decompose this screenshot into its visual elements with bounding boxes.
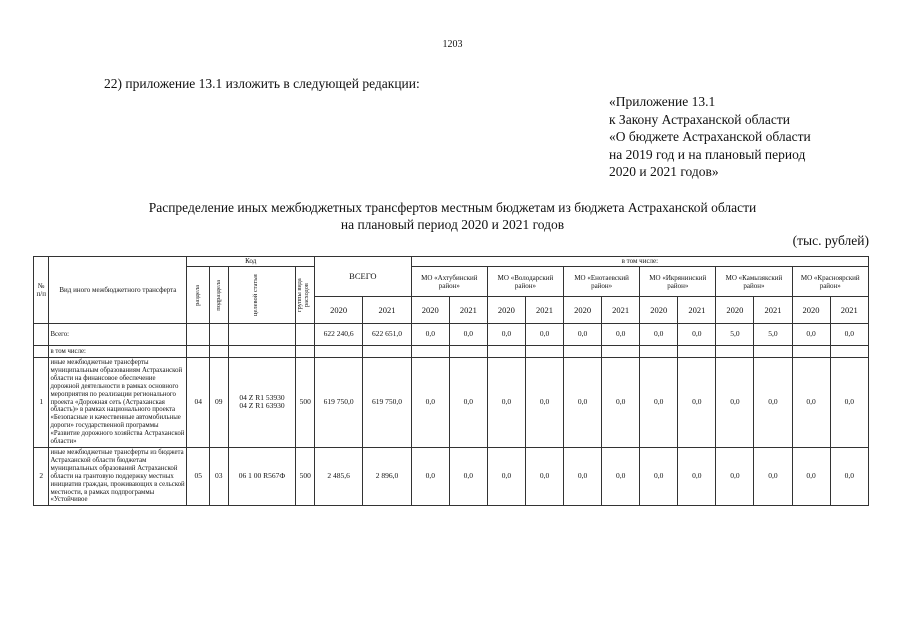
header-code: Код bbox=[187, 257, 315, 267]
header-including: в том числе: bbox=[411, 257, 868, 267]
header-year: 2020 bbox=[792, 297, 830, 324]
table-cell: 2 896,0 bbox=[363, 447, 411, 505]
header-year: 2020 bbox=[640, 297, 678, 324]
header-year: 2021 bbox=[449, 297, 487, 324]
header-district: МО «Красноярский район» bbox=[792, 267, 868, 297]
appendix-line: «Приложение 13.1 bbox=[609, 94, 716, 109]
table-row bbox=[34, 447, 869, 505]
table-cell: 0,0 bbox=[449, 447, 487, 505]
table-cell: 622 651,0 bbox=[363, 324, 411, 346]
table-cell: 0,0 bbox=[830, 447, 868, 505]
header-district: МО «Енотаевский район» bbox=[564, 267, 640, 297]
header-year: 2021 bbox=[602, 297, 640, 324]
table-cell: 0,0 bbox=[792, 358, 830, 448]
table-cell: 0,0 bbox=[678, 447, 716, 505]
appendix-line: 2020 и 2021 годов» bbox=[609, 164, 719, 179]
row-target-article: 04 Z R1 53930 04 Z R1 63930 bbox=[228, 358, 296, 448]
table-cell: 0,0 bbox=[411, 358, 449, 448]
total-label: Всего: bbox=[49, 324, 187, 346]
amendment-intro: 22) приложение 13.1 изложить в следующей редакции: bbox=[104, 76, 420, 91]
header-year: 2020 bbox=[487, 297, 525, 324]
header-year: 2021 bbox=[525, 297, 563, 324]
row-expense-group: 500 bbox=[296, 358, 315, 448]
header-year: 2021 bbox=[830, 297, 868, 324]
table-cell: 0,0 bbox=[830, 358, 868, 448]
row-section: 04 bbox=[187, 358, 210, 448]
appendix-line: на 2019 год и на плановый период bbox=[609, 146, 806, 162]
header-transfer-type: Вид иного межбюджетного трансферта bbox=[49, 257, 187, 324]
appendix-line: к Закону Астраханской области bbox=[609, 111, 791, 127]
table-cell: 0,0 bbox=[564, 447, 602, 505]
title-line-1: Распределение иных межбюджетных трансфертов местным бюджетам из бюджета Астраханской области bbox=[148, 200, 757, 215]
table-cell: 0,0 bbox=[792, 447, 830, 505]
units-label: (тыс. рублей) bbox=[792, 233, 869, 248]
row-target-article: 06 1 00 R567Ф bbox=[228, 447, 296, 505]
table-cell: 0,0 bbox=[602, 358, 640, 448]
header-district: МО «Ахтубинский район» bbox=[411, 267, 487, 297]
page-number: 1203 bbox=[442, 39, 463, 50]
header-district: МО «Камызякский район» bbox=[716, 267, 792, 297]
row-description: иные межбюджетные трансферты из бюджета Астраханской области бюджетам муниципальных образований Астраханской области на грантовую поддержку местных инициатив граждан, проживающих в сельской местности, в рамках подпрограммы «Устойчивое bbox=[49, 447, 187, 505]
header-year: 2021 bbox=[678, 297, 716, 324]
table-cell: 0,0 bbox=[678, 358, 716, 448]
including-label: в том числе: bbox=[49, 346, 187, 358]
appendix-reference bbox=[609, 93, 811, 181]
table-row bbox=[34, 358, 869, 448]
table-cell: 0,0 bbox=[411, 447, 449, 505]
header-expense-group: группы вида расходов bbox=[296, 267, 315, 324]
table-cell: 2 485,6 bbox=[314, 447, 362, 505]
row-expense-group: 500 bbox=[296, 447, 315, 505]
table-cell: 0,0 bbox=[564, 358, 602, 448]
table-cell: 0,0 bbox=[487, 447, 525, 505]
table-cell: 5,0 bbox=[754, 324, 792, 346]
row-number: 2 bbox=[34, 447, 49, 505]
table-cell: 0,0 bbox=[716, 447, 754, 505]
table-cell: 0,0 bbox=[830, 324, 868, 346]
table-cell: 0,0 bbox=[716, 358, 754, 448]
header-subsection: подраздела bbox=[210, 267, 229, 324]
table-cell: 0,0 bbox=[754, 358, 792, 448]
row-subsection: 09 bbox=[210, 358, 229, 448]
table-cell: 5,0 bbox=[716, 324, 754, 346]
appendix-line: «О бюджете Астраханской области bbox=[609, 129, 811, 144]
table-cell: 0,0 bbox=[602, 324, 640, 346]
table-cell: 0,0 bbox=[411, 324, 449, 346]
table-cell: 0,0 bbox=[449, 324, 487, 346]
header-year: 2020 bbox=[716, 297, 754, 324]
table-cell: 0,0 bbox=[525, 447, 563, 505]
header-year: 2021 bbox=[363, 297, 411, 324]
table-cell: 0,0 bbox=[754, 447, 792, 505]
document-title bbox=[0, 199, 905, 233]
header-district: МО «Икрянинский район» bbox=[640, 267, 716, 297]
table-cell: 619 750,0 bbox=[314, 358, 362, 448]
row-section: 05 bbox=[187, 447, 210, 505]
table-row-total bbox=[34, 324, 869, 346]
row-number: 1 bbox=[34, 358, 49, 448]
table-cell: 622 240,6 bbox=[314, 324, 362, 346]
title-line-2: на плановый период 2020 и 2021 годов bbox=[340, 217, 565, 232]
table-cell: 0,0 bbox=[525, 324, 563, 346]
header-total: ВСЕГО bbox=[314, 257, 411, 297]
table-cell: 0,0 bbox=[564, 324, 602, 346]
table-cell: 0,0 bbox=[525, 358, 563, 448]
header-year: 2020 bbox=[564, 297, 602, 324]
table-cell: 0,0 bbox=[792, 324, 830, 346]
header-year: 2021 bbox=[754, 297, 792, 324]
transfers-table bbox=[33, 256, 869, 506]
table-cell: 0,0 bbox=[640, 447, 678, 505]
table-cell: 0,0 bbox=[678, 324, 716, 346]
header-year: 2020 bbox=[314, 297, 362, 324]
table-cell: 0,0 bbox=[602, 447, 640, 505]
table-cell: 0,0 bbox=[640, 324, 678, 346]
header-target-article: целевой статьи bbox=[228, 267, 296, 324]
table-cell: 0,0 bbox=[640, 358, 678, 448]
header-num: № п/п bbox=[34, 257, 49, 324]
table-cell: 619 750,0 bbox=[363, 358, 411, 448]
header-district: МО «Володарский район» bbox=[487, 267, 563, 297]
header-year: 2020 bbox=[411, 297, 449, 324]
table-cell: 0,0 bbox=[487, 358, 525, 448]
table-cell: 0,0 bbox=[487, 324, 525, 346]
row-description: иные межбюджетные трансферты муниципальным образованиям Астраханской области на финансовое обеспечение дорожной деятельности в рамках основного мероприятия по реализации регионального проекта «Дорожная сеть (Астраханская область)» в рамках национального проекта «Безопасные и качественные автомобильные дороги» государственной программы «Развитие дорожного хозяйства Астраханской области» bbox=[49, 358, 187, 448]
table-cell: 0,0 bbox=[449, 358, 487, 448]
table-row-including bbox=[34, 346, 869, 358]
row-subsection: 03 bbox=[210, 447, 229, 505]
header-section: раздела bbox=[187, 267, 210, 324]
